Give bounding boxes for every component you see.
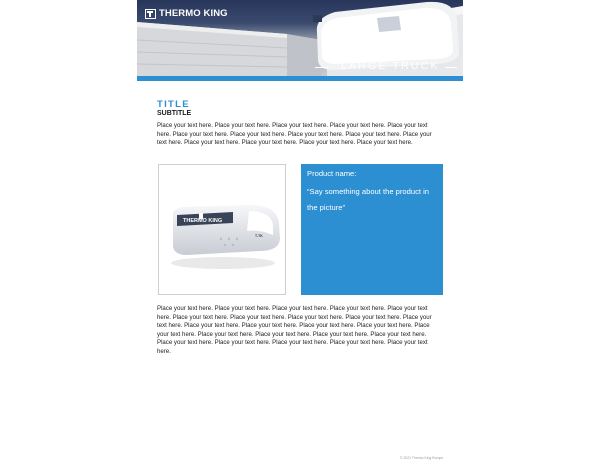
product-image [158,164,286,295]
brand-logo [145,8,228,19]
reefer-unit-illustration [159,165,286,295]
banner-divider-right [445,67,457,68]
body-paragraph: Place your text here. Place your text here. Place your text here. Place your text here. Place your text here. Place your text here. Place your text here. Place your text here. Place your text here. Place your text here. Place your text here. Place your text here. Place your text here. Place your text here. Place your text here. Place your text here. Place your text here. Place your text here. Place your text here. Place your text here. Place your text here. Place your text here. Place your text here. Place your text here. [157,305,432,355]
copyright-notice: © 2021 Thermo King Europe [400,456,444,460]
product-name-label: Product name: [307,169,357,178]
thermo-king-logo-icon [145,9,156,19]
header-banner [137,0,463,77]
brand-name: THERMO KING [159,8,228,19]
page-title: TITLE [157,99,190,110]
page-subtitle: SUBTITLE [157,110,192,117]
product-info-panel [301,164,443,295]
product-quote: “Say something about the product in the picture” [307,187,429,212]
product-brand-text: THERMO KING [183,218,223,224]
intro-paragraph: Place your text here. Place your text here. Place your text here. Place your text here. Place your text here. Place your text here. Place your text here. Place your text here. Place your text here. Place your text here. Place your text here. Place your text here. Place your text here. Place your text here. [157,122,432,147]
document-page [137,0,463,465]
product-badge-text: T-TK [255,234,263,238]
banner-divider-left [315,67,329,68]
banner-stripe [137,76,463,81]
banner-label: LARGE TRUCK [341,60,440,72]
